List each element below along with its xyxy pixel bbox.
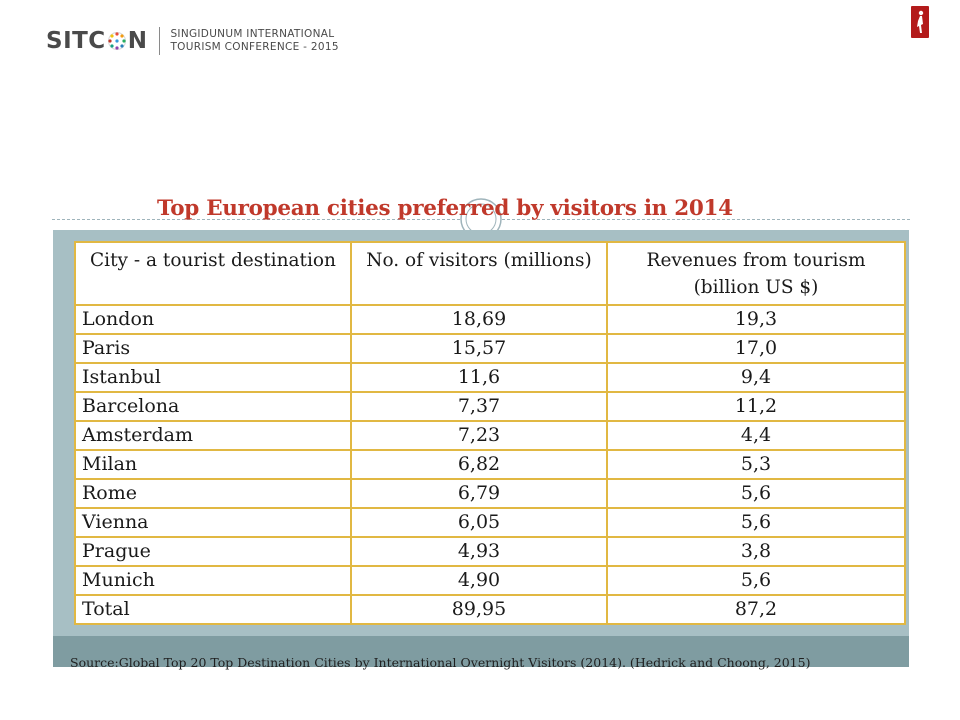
visitors-cell: 7,37	[351, 392, 607, 421]
revenues-cell: 5,6	[607, 479, 905, 508]
total-visitors-cell: 89,95	[351, 595, 607, 624]
city-cell: Munich	[75, 566, 351, 595]
city-cell: Milan	[75, 450, 351, 479]
table-row	[75, 566, 905, 595]
logo-subtitle	[170, 28, 338, 54]
revenues-cell: 5,3	[607, 450, 905, 479]
logo-divider	[159, 27, 160, 55]
total-label-cell: Total	[75, 595, 351, 624]
table-row	[75, 508, 905, 537]
table-row	[75, 537, 905, 566]
visitors-cell: 11,6	[351, 363, 607, 392]
revenues-cell: 9,4	[607, 363, 905, 392]
city-cell: Paris	[75, 334, 351, 363]
logo-wordmark	[46, 28, 147, 54]
visitors-cell: 6,82	[351, 450, 607, 479]
visitors-cell: 6,05	[351, 508, 607, 537]
city-cell: Prague	[75, 537, 351, 566]
table-row	[75, 450, 905, 479]
revenues-cell: 11,2	[607, 392, 905, 421]
logo-text-right: N	[127, 28, 148, 54]
globe-dots-icon	[107, 31, 127, 51]
header-revenues: Revenues from tourism (billion US $)	[607, 242, 905, 305]
table-row	[75, 421, 905, 450]
revenues-cell: 5,6	[607, 566, 905, 595]
visitors-cell: 6,79	[351, 479, 607, 508]
source-note: Source:Global Top 20 Top Destination Cities by International Overnight Visitors (2014). (Hedrick and Choong, 2015)	[70, 655, 811, 670]
visitors-cell: 4,93	[351, 537, 607, 566]
city-cell: Barcelona	[75, 392, 351, 421]
revenues-cell: 17,0	[607, 334, 905, 363]
logo-text-left: SITC	[46, 28, 106, 54]
city-cell: London	[75, 305, 351, 334]
table-row	[75, 392, 905, 421]
slide-title: Top European cities preferred by visitors in 2014	[157, 196, 733, 221]
tourism-table	[74, 241, 906, 625]
header-visitors: No. of visitors (millions)	[351, 242, 607, 305]
city-cell: Vienna	[75, 508, 351, 537]
table-row	[75, 479, 905, 508]
city-cell: Istanbul	[75, 363, 351, 392]
revenues-cell: 19,3	[607, 305, 905, 334]
table-row	[75, 363, 905, 392]
visitors-cell: 7,23	[351, 421, 607, 450]
sitcon-logo	[46, 24, 339, 58]
visitors-cell: 18,69	[351, 305, 607, 334]
table-row	[75, 334, 905, 363]
visitors-cell: 15,57	[351, 334, 607, 363]
table-row	[75, 305, 905, 334]
city-cell: Amsterdam	[75, 421, 351, 450]
city-cell: Rome	[75, 479, 351, 508]
header-city: City - a tourist destination	[75, 242, 351, 305]
revenues-cell: 4,4	[607, 421, 905, 450]
logo-subtitle-line1: SINGIDUNUM INTERNATIONAL	[170, 28, 335, 40]
revenues-cell: 3,8	[607, 537, 905, 566]
logo-subtitle-line2: TOURISM CONFERENCE - 2015	[170, 41, 339, 53]
figure-badge-icon	[911, 6, 929, 38]
visitors-cell: 4,90	[351, 566, 607, 595]
total-revenues-cell: 87,2	[607, 595, 905, 624]
table-header-row	[75, 242, 905, 305]
table-total-row	[75, 595, 905, 624]
revenues-cell: 5,6	[607, 508, 905, 537]
